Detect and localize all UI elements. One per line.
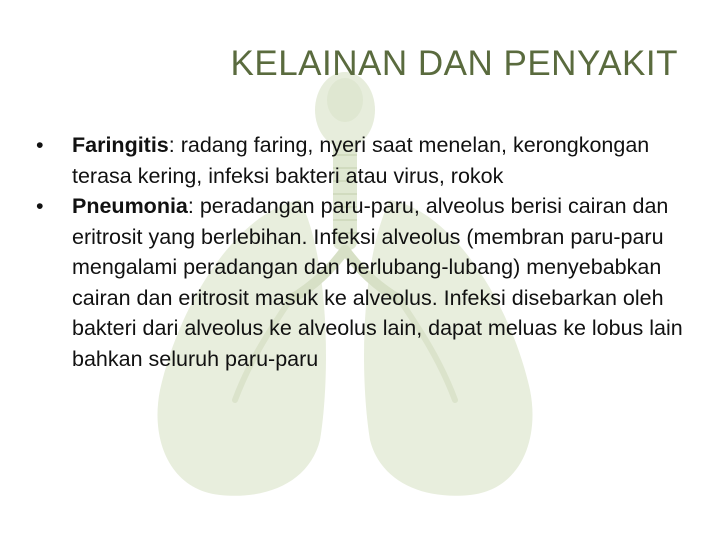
bullet-term: Pneumonia (72, 194, 188, 218)
bullet-separator: : (168, 133, 175, 157)
bullet-marker: • (36, 194, 44, 218)
bullet-text: peradangan paru-paru, alveolus berisi cairan dan eritrosit yang berlebihan. Infeksi alveolus (membran paru-paru mengalami peradangan dan berlubang-lubang) menyebabkan cairan dan eritrosit masuk ke alveolus. Infeksi disebarkan oleh bakteri dari alveolus ke alveolus lain, dapat meluas ke lobus lain bahkan seluruh paru-paru (72, 194, 683, 371)
bullet-pneumonia (36, 191, 686, 374)
slide-title: KELAINAN DAN PENYAKIT (230, 44, 678, 83)
bullet-marker: • (36, 133, 44, 157)
bullet-list (36, 130, 686, 374)
bullet-term: Faringitis (72, 133, 169, 157)
bullet-text: radang faring, nyeri saat menelan, kerongkongan terasa kering, infeksi bakteri atau virus, rokok (72, 133, 650, 188)
bullet-faringitis (36, 130, 686, 191)
bullet-separator: : (187, 194, 194, 218)
